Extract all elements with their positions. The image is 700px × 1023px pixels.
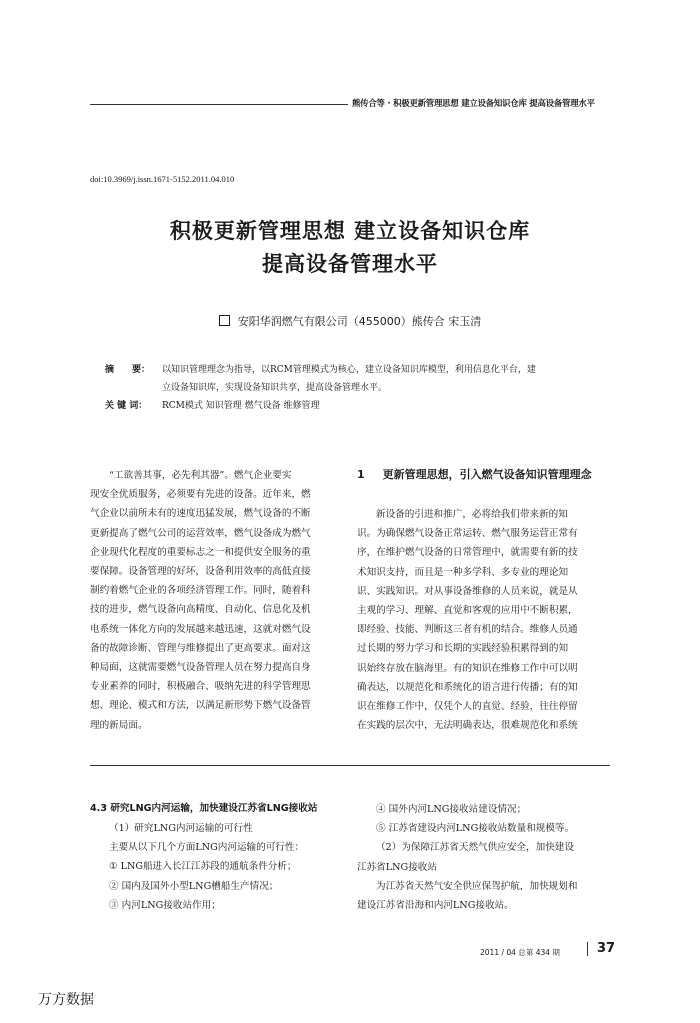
authors (90, 313, 610, 329)
abstract-line-1: 以知识管理理念为指导，以RCM管理模式为核心，建立设备知识库模型，利用信息化平台，建 (162, 365, 536, 375)
list-item: ⑤ 江苏省建设内河LNG接收站数量和规模等。 (376, 823, 575, 835)
paragraph-line: 制约着燃气企业的各项经济管理工作。同时，随着科 (90, 585, 311, 597)
paragraph-line: 电系统一体化方向的发展越来越迅速，这就对燃气设 (90, 623, 311, 635)
keywords-label: 关 键 词： (105, 401, 148, 411)
paragraph-line: 识在维修工作中，仅凭个人的直觉、经验，往往停留 (357, 701, 578, 713)
paragraph-line: 主要从以下几个方面LNG内河运输的可行性： (109, 842, 305, 854)
paragraph-line: 建设江苏省沿海和内河LNG接收站。 (357, 900, 514, 912)
paragraph-line: “工欲善其事，必先利其器”。燃气企业要实 (109, 470, 292, 481)
paragraph-line: 为江苏省天然气安全供应保驾护航，加快规划和 (376, 880, 578, 892)
box-bullet-icon (219, 315, 230, 326)
lower-left-column (90, 819, 345, 915)
abstract-line-2: 立设备知识库，实现设备知识共享，提高设备管理水平。 (162, 383, 388, 393)
section-divider (90, 765, 610, 766)
paragraph-line: 新设备的引进和推广，必将给我们带来新的知 (376, 509, 568, 520)
watermark: 万方数据 (38, 992, 94, 1008)
right-column (357, 505, 612, 735)
section-title: 更新管理思想，引入燃气设备知识管理理念 (382, 468, 592, 481)
paragraph-line: 序，在维护燃气设备的日常管理中，就需要有新的技 (357, 547, 578, 559)
paragraph-line: 要保障。设备管理的好坏，设备利用效率的高低直接 (90, 566, 311, 578)
article-title-line-1: 积极更新管理思想 建立设备知识仓库 (169, 218, 531, 243)
paragraph-line: 气企业以前所未有的速度迅猛发展，燃气设备的不断 (90, 508, 311, 520)
left-column (90, 466, 345, 735)
list-item: ④ 国外内河LNG接收站建设情况； (376, 804, 527, 815)
paragraph-line: 更新提高了燃气公司的运营效率，燃气设备成为燃气 (90, 527, 311, 539)
issue-info: 2011 / 04 总第 434 期 (480, 948, 560, 957)
paragraph-line: 即经验、技能、判断这三者有机的结合。维修人员通 (357, 624, 578, 636)
paragraph-line: 识、实践知识。对从事设备维修的人员来说，就是从 (357, 585, 578, 597)
section-1-heading (357, 466, 592, 482)
footer-divider (587, 942, 588, 956)
paragraph-line: 在实践的层次中，无法明确表达，很难规范化和系统 (357, 720, 578, 732)
paragraph-line: 技的进步，燃气设备向高精度、自动化、信息化及机 (90, 604, 311, 616)
paragraph-line: 过长期的努力学习和长期的实践经验积累得到的知 (357, 643, 569, 655)
running-header: 熊传合等 · 积极更新管理思想 建立设备知识仓库 提高设备管理水平 (352, 98, 595, 108)
paragraph-line: 术知识支持，而且是一种多学科、多专业的理论知 (357, 566, 569, 578)
authors-text: 安阳华润燃气有限公司（455000）熊传合 宋玉清 (237, 315, 482, 328)
paragraph-line: 确表达，以规范化和系统化的语言进行传播；有的知 (357, 681, 578, 693)
keywords: RCM模式 知识管理 燃气设备 维修管理 (162, 401, 320, 411)
header-rule (90, 104, 348, 105)
paragraph-line: 识。为确保燃气设备正常运转、燃气服务运营正常有 (357, 528, 578, 540)
paragraph-line: 企业现代化程度的重要标志之一和提供安全服务的重 (90, 546, 311, 558)
paragraph-line: 主观的学习、理解、直觉和客观的应用中不断积累， (357, 605, 578, 617)
doi: doi:10.3969/j.issn.1671-5152.2011.04.010 (90, 174, 235, 184)
paragraph-line: 备的故障诊断、管理与维修提出了更高要求。面对这 (90, 642, 311, 654)
section-number: 1 (357, 468, 365, 481)
paragraph-line: 种局面，这就需要燃气设备管理人员在努力提高自身 (90, 662, 311, 674)
paragraph-line: 想、理论、模式和方法，以满足新形势下燃气设备管 (90, 700, 311, 712)
subsection-4-3-heading: 4.3 研究LNG内河运输，加快建设江苏省LNG接收站 (90, 803, 318, 814)
list-item: ③ 内河LNG接收站作用； (109, 899, 221, 911)
article-title-line-2: 提高设备管理水平 (262, 251, 438, 276)
paragraph-line: 专业素养的同时，积极融合、吸纳先进的科学管理思 (90, 681, 311, 693)
list-item: ① LNG船进入长江江苏段的通航条件分析； (109, 861, 297, 873)
list-item: ② 国内及国外小型LNG槽船生产情况； (109, 880, 279, 892)
paragraph-line: （1）研究LNG内河运输的可行性 (109, 823, 253, 834)
paragraph-line: 现安全优质服务，必须要有先进的设备。近年来，燃 (90, 489, 311, 501)
paragraph-line: 理的新局面。 (90, 719, 148, 731)
paragraph-line: （2）为保障江苏省天然气供应安全，加快建设 (376, 842, 574, 854)
lower-right-column (357, 800, 612, 915)
paragraph-line: 江苏省LNG接收站 (357, 861, 437, 873)
paragraph-line: 识始终存放在脑海里。有的知识在维修工作中可以明 (357, 662, 578, 674)
abstract-label: 摘 要： (105, 365, 151, 375)
page-number: 37 (597, 941, 616, 956)
